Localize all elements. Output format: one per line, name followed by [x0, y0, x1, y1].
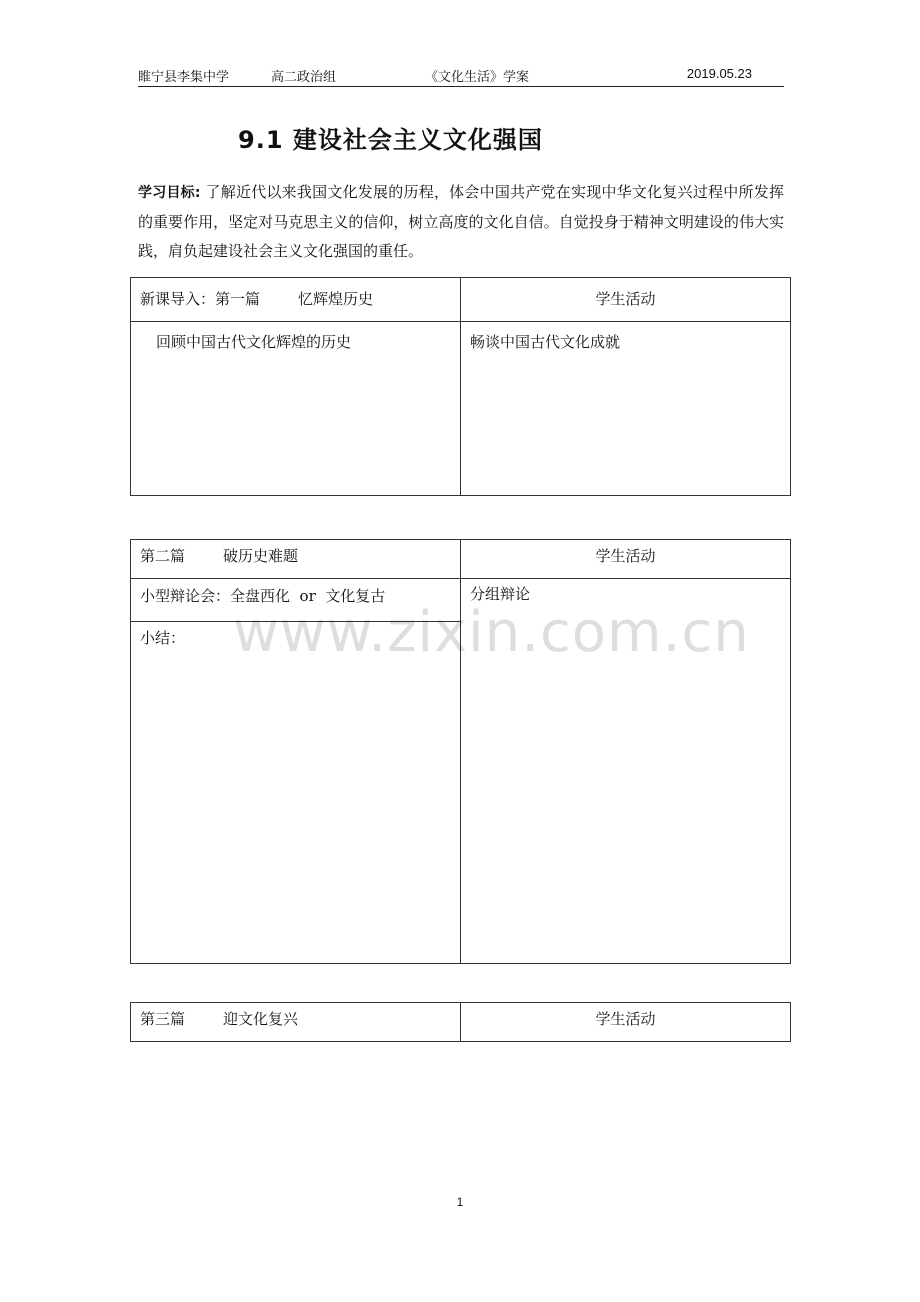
section-2-summary-label: 小结： [140, 629, 186, 647]
learning-objectives [138, 178, 784, 266]
page-title: 9.1 建设社会主义文化强国 [238, 126, 543, 154]
section-2-activity-header: 学生活动 [461, 540, 791, 579]
section-1-intro: 新课导入：第一篇 [140, 290, 261, 308]
section-2-name: 破历史难题 [223, 547, 299, 565]
section-2-summary-cell[interactable] [131, 622, 461, 964]
section-2-table [130, 539, 791, 964]
section-2-debate: 小型辩论会：全盘西化 or 文化复古 [140, 587, 386, 605]
section-1-name: 忆辉煌历史 [298, 290, 374, 308]
objectives-label: 学习目标: [138, 185, 201, 201]
section-1-content: 回顾中国古代文化辉煌的历史 [156, 333, 352, 351]
section-2-activity: 分组辩论 [470, 585, 531, 603]
section-2-debate-cell[interactable] [131, 579, 461, 622]
section-3-intro: 第三篇 [140, 1010, 186, 1028]
section-3-activity-header: 学生活动 [461, 1003, 791, 1042]
objectives-text: 了解近代以来我国文化发展的历程，体会中国共产党在实现中华文化复兴过程中所发挥的重要作用，坚定对马克思主义的信仰，树立高度的文化自信。自觉投身于精神文明建设的伟大实践，肩负起建设社会主义文化强国的重任。 [138, 183, 784, 260]
section-3-table [130, 1002, 791, 1042]
header-date: 2019.05.23 [686, 66, 752, 81]
header-school: 睢宁县李集中学 [138, 70, 230, 85]
section-1-activity-cell[interactable] [461, 322, 791, 496]
section-2-intro: 第二篇 [140, 547, 186, 565]
header-group: 高二政治组 [271, 70, 337, 85]
header-document-name: 《文化生活》学案 [425, 70, 530, 85]
section-2-activity-cell[interactable] [461, 579, 791, 964]
section-1-header [131, 278, 461, 322]
page-header [138, 64, 784, 87]
page-number: 1 [456, 1195, 464, 1209]
watermark: www.zixin.com.cn [233, 600, 750, 665]
section-1-activity: 畅谈中国古代文化成就 [470, 333, 621, 351]
section-3-header [131, 1003, 461, 1042]
section-2-header [131, 540, 461, 579]
section-1-content-cell[interactable] [131, 322, 461, 496]
section-1-table [130, 277, 791, 496]
section-1-activity-header: 学生活动 [461, 278, 791, 322]
section-3-name: 迎文化复兴 [223, 1010, 299, 1028]
